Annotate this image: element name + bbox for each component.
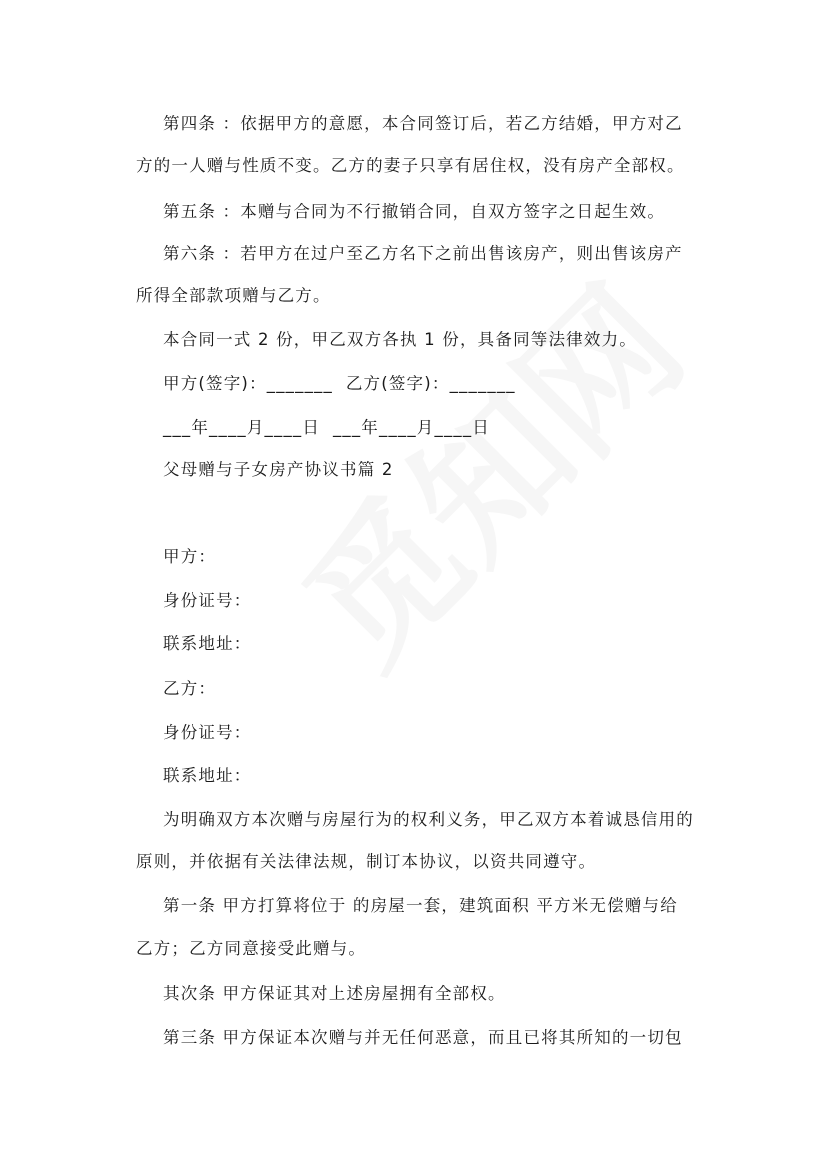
party-b-label: 乙方： — [163, 679, 217, 698]
paragraph-line: 所得全部款项赠与乙方。 — [136, 286, 331, 305]
paragraph-line: 第三条 甲方保证本次赠与并无任何恶意，而且已将其所知的一切包 — [163, 1028, 683, 1047]
party-a-label: 甲方： — [163, 547, 217, 566]
date-line: ___年____月____日 ___年____月____日 — [163, 418, 490, 437]
paragraph-line: 第五条 ：本赠与合同为不行撤销合同，自双方签字之日起生效。 — [163, 202, 666, 221]
paragraph-line: 方的一人赠与性质不变。乙方的妻子只享有居住权，没有房产全部权。 — [136, 156, 685, 175]
paragraph-line: 为明确双方本次赠与房屋行为的权利义务，甲乙双方本着诚恳信用的 — [163, 810, 694, 829]
paragraph-line: 其次条 甲方保证其对上述房屋拥有全部权。 — [163, 984, 506, 1003]
section-title: 父母赠与子女房产协议书篇 2 — [163, 460, 394, 479]
signature-line: 甲方(签字)：_______ 乙方(签字)：_______ — [163, 374, 516, 393]
paragraph-line: 第一条 甲方打算将位于 的房屋一套，建筑面积 平方米无偿赠与给 — [163, 896, 678, 915]
id-number-label: 身份证号： — [163, 723, 252, 742]
paragraph-line: 第六条 ：若甲方在过户至乙方名下之前出售该房产，则出售该房产 — [163, 244, 683, 263]
paragraph-line: 原则，并依据有关法律法规，制订本协议，以资共同遵守。 — [136, 852, 597, 871]
address-label: 联系地址： — [163, 634, 252, 653]
paragraph-line: 本合同一式 2 份，甲乙双方各执 1 份，具备同等法律效力。 — [163, 330, 637, 349]
address-label: 联系地址： — [163, 766, 252, 785]
paragraph-line: 乙方；乙方同意接受此赠与。 — [136, 939, 367, 958]
id-number-label: 身份证号： — [163, 591, 252, 610]
paragraph-line: 第四条 ：依据甲方的意愿，本合同签订后，若乙方结婚，甲方对乙 — [163, 114, 683, 133]
